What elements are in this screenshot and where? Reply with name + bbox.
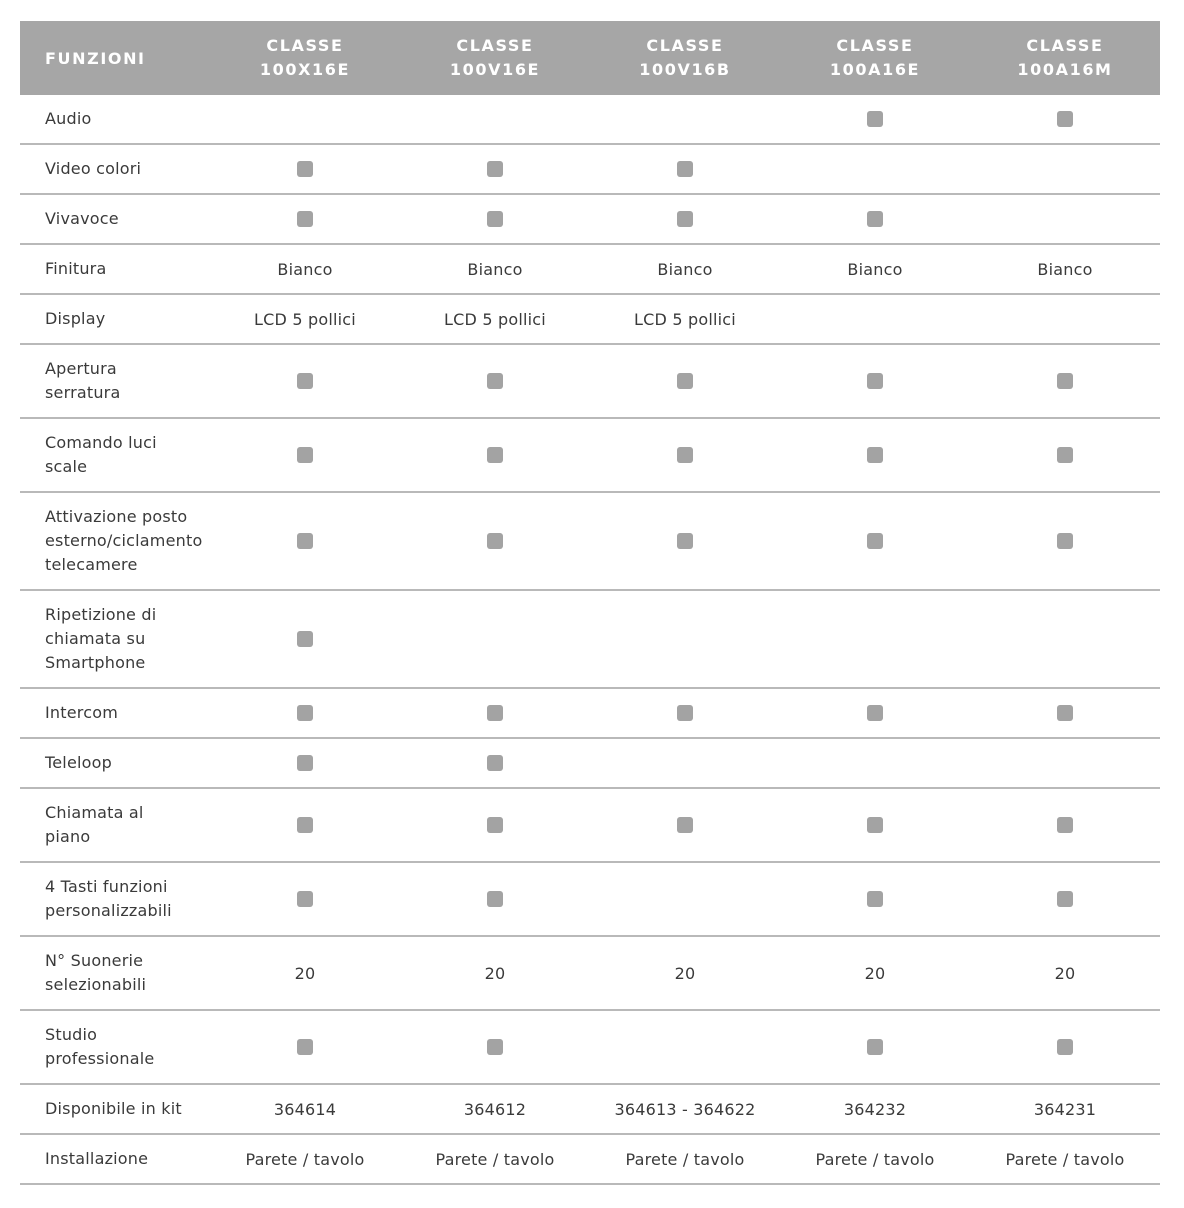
row-label-text: Comando luci scale (45, 433, 157, 476)
row-label-text: Installazione (45, 1149, 149, 1168)
table-cell (400, 145, 590, 193)
check-square-icon (297, 373, 313, 389)
table-cell (780, 1085, 970, 1133)
check-square-icon (1057, 373, 1073, 389)
table-cell (400, 345, 590, 417)
row-label-text: N° Suonerie selezionabili (45, 951, 147, 994)
table-cell (400, 937, 590, 1009)
row-label (20, 493, 210, 589)
row-label-text: Vivavoce (45, 209, 119, 228)
table-cell (590, 937, 780, 1009)
table-cell (400, 1011, 590, 1083)
table-cell (590, 419, 780, 491)
table-cell (780, 937, 970, 1009)
header-column (780, 21, 970, 95)
check-square-icon (867, 891, 883, 907)
table-cell (780, 493, 970, 589)
table-cell (590, 295, 780, 343)
table-header (20, 21, 1160, 95)
table-cell (400, 863, 590, 935)
row-label-text: Chiamata al piano (45, 803, 144, 846)
row-label (20, 95, 210, 143)
header-column (400, 21, 590, 95)
check-square-icon (297, 161, 313, 177)
check-square-icon (1057, 891, 1073, 907)
check-square-icon (297, 631, 313, 647)
table-cell (210, 863, 400, 935)
row-label (20, 145, 210, 193)
row-label-text: Video colori (45, 159, 142, 178)
check-square-icon (297, 1039, 313, 1055)
check-square-icon (297, 705, 313, 721)
table-cell (210, 591, 400, 687)
check-square-icon (867, 111, 883, 127)
check-square-icon (297, 817, 313, 833)
check-square-icon (297, 755, 313, 771)
table-cell (210, 1085, 400, 1133)
table-cell (590, 145, 780, 193)
table-cell (210, 689, 400, 737)
cell-value: Parete / tavolo (1005, 1149, 1125, 1169)
table-cell (400, 245, 590, 293)
table-cell (400, 1085, 590, 1133)
table-cell-empty (970, 145, 1160, 193)
table-cell (970, 689, 1160, 737)
table-cell (590, 1085, 780, 1133)
table-cell (210, 245, 400, 293)
table-cell-empty (590, 1011, 780, 1083)
cell-value: LCD 5 pollici (634, 309, 736, 329)
check-square-icon (1057, 533, 1073, 549)
table-row (20, 863, 1160, 937)
table-cell (210, 789, 400, 861)
table-cell (970, 95, 1160, 143)
check-square-icon (487, 161, 503, 177)
cell-value: Bianco (1037, 259, 1093, 279)
check-square-icon (487, 447, 503, 463)
cell-value: 20 (294, 963, 316, 983)
table-row (20, 789, 1160, 863)
header-column-model: 100V16E (449, 60, 541, 79)
table-row (20, 95, 1160, 145)
table-row (20, 345, 1160, 419)
table-cell-empty (970, 195, 1160, 243)
table-cell (780, 245, 970, 293)
table-row (20, 937, 1160, 1011)
check-square-icon (487, 1039, 503, 1055)
table-cell (780, 419, 970, 491)
table-cell (210, 1011, 400, 1083)
cell-value: Parete / tavolo (435, 1149, 555, 1169)
table-cell-empty (210, 95, 400, 143)
table-cell (780, 95, 970, 143)
table-cell (780, 689, 970, 737)
table-body (20, 95, 1160, 1185)
table-cell-empty (590, 863, 780, 935)
table-cell (590, 493, 780, 589)
table-row (20, 1135, 1160, 1185)
table-cell-empty (970, 295, 1160, 343)
table-cell (970, 1011, 1160, 1083)
table-cell-empty (590, 95, 780, 143)
table-cell (400, 295, 590, 343)
table-cell (400, 419, 590, 491)
table-cell (590, 689, 780, 737)
check-square-icon (1057, 817, 1073, 833)
row-label-text: Finitura (45, 259, 107, 278)
table-row (20, 419, 1160, 493)
check-square-icon (677, 817, 693, 833)
table-cell (780, 195, 970, 243)
header-column-model: 100A16E (829, 60, 921, 79)
row-label (20, 295, 210, 343)
row-label (20, 345, 210, 417)
table-row (20, 145, 1160, 195)
table-cell-empty (590, 739, 780, 787)
check-square-icon (867, 1039, 883, 1055)
comparison-table (20, 21, 1160, 1185)
check-square-icon (487, 817, 503, 833)
row-label-text: Attivazione posto esterno/ciclamento telecamere (45, 507, 203, 574)
check-square-icon (487, 373, 503, 389)
table-cell (210, 493, 400, 589)
check-square-icon (867, 373, 883, 389)
row-label (20, 419, 210, 491)
header-column-model: 100X16E (259, 60, 351, 79)
check-square-icon (297, 533, 313, 549)
table-cell (400, 195, 590, 243)
table-cell (970, 345, 1160, 417)
row-label (20, 195, 210, 243)
row-label-text: Audio (45, 109, 92, 128)
table-cell (970, 863, 1160, 935)
header-column-line1: CLASSE (1026, 36, 1104, 55)
table-cell-empty (780, 145, 970, 193)
cell-value: Parete / tavolo (245, 1149, 365, 1169)
row-label (20, 863, 210, 935)
row-label-text: 4 Tasti funzioni personalizzabili (45, 877, 172, 920)
table-cell (970, 1135, 1160, 1183)
check-square-icon (1057, 705, 1073, 721)
table-cell-empty (780, 739, 970, 787)
table-cell (210, 195, 400, 243)
table-cell (780, 1011, 970, 1083)
row-label (20, 739, 210, 787)
header-column (590, 21, 780, 95)
table-cell (970, 493, 1160, 589)
row-label (20, 1011, 210, 1083)
table-cell (780, 863, 970, 935)
table-cell (400, 689, 590, 737)
table-row (20, 493, 1160, 591)
cell-value: Bianco (657, 259, 713, 279)
check-square-icon (677, 705, 693, 721)
table-row (20, 689, 1160, 739)
cell-value: Parete / tavolo (815, 1149, 935, 1169)
check-square-icon (487, 211, 503, 227)
row-label (20, 937, 210, 1009)
header-column (970, 21, 1160, 95)
table-cell-empty (780, 591, 970, 687)
table-cell-empty (780, 295, 970, 343)
row-label-text: Studio professionale (45, 1025, 155, 1068)
table-cell (590, 789, 780, 861)
cell-value: 364231 (1033, 1099, 1097, 1119)
check-square-icon (677, 373, 693, 389)
table-cell (400, 789, 590, 861)
table-cell (780, 789, 970, 861)
row-label (20, 689, 210, 737)
table-cell (210, 937, 400, 1009)
row-label (20, 1135, 210, 1183)
cell-value: 364612 (463, 1099, 527, 1119)
table-row (20, 739, 1160, 789)
cell-value: Bianco (467, 259, 523, 279)
row-label-text: Intercom (45, 703, 118, 722)
check-square-icon (297, 447, 313, 463)
check-square-icon (487, 755, 503, 771)
table-cell-empty (970, 591, 1160, 687)
check-square-icon (297, 891, 313, 907)
table-cell-empty (970, 739, 1160, 787)
table-cell (590, 245, 780, 293)
header-column-line1: CLASSE (646, 36, 724, 55)
table-row (20, 195, 1160, 245)
cell-value: Bianco (277, 259, 333, 279)
table-cell (210, 419, 400, 491)
table-row (20, 591, 1160, 689)
table-cell (210, 345, 400, 417)
table-cell (590, 1135, 780, 1183)
table-cell (400, 739, 590, 787)
table-cell-empty (400, 591, 590, 687)
check-square-icon (867, 211, 883, 227)
check-square-icon (867, 447, 883, 463)
table-cell (970, 937, 1160, 1009)
table-cell (970, 789, 1160, 861)
table-row (20, 1085, 1160, 1135)
cell-value: 20 (484, 963, 506, 983)
table-cell (210, 145, 400, 193)
cell-value: Bianco (847, 259, 903, 279)
check-square-icon (867, 705, 883, 721)
header-functions: FUNZIONI (45, 48, 146, 68)
table-cell-empty (590, 591, 780, 687)
check-square-icon (677, 533, 693, 549)
check-square-icon (1057, 447, 1073, 463)
table-cell (780, 1135, 970, 1183)
row-label-text: Ripetizione di chiamata su Smartphone (45, 605, 157, 672)
table-row (20, 295, 1160, 345)
check-square-icon (297, 211, 313, 227)
row-label-text: Display (45, 309, 106, 328)
table-cell (210, 295, 400, 343)
table-cell (970, 419, 1160, 491)
table-cell (400, 1135, 590, 1183)
table-cell (590, 195, 780, 243)
check-square-icon (677, 447, 693, 463)
header-column-line1: CLASSE (266, 36, 344, 55)
check-square-icon (487, 705, 503, 721)
check-square-icon (677, 211, 693, 227)
check-square-icon (487, 891, 503, 907)
row-label (20, 245, 210, 293)
cell-value: 364613 - 364622 (614, 1099, 756, 1119)
table-cell (780, 345, 970, 417)
table-cell (970, 1085, 1160, 1133)
cell-value: Parete / tavolo (625, 1149, 745, 1169)
row-label-text: Teleloop (45, 753, 112, 772)
header-column-model: 100A16M (1017, 60, 1113, 79)
header-column-model: 100V16B (639, 60, 731, 79)
table-cell (970, 245, 1160, 293)
check-square-icon (867, 817, 883, 833)
cell-value: LCD 5 pollici (254, 309, 356, 329)
row-label (20, 1085, 210, 1133)
cell-value: 364614 (273, 1099, 337, 1119)
check-square-icon (1057, 1039, 1073, 1055)
row-label (20, 789, 210, 861)
check-square-icon (677, 161, 693, 177)
cell-value: 20 (1054, 963, 1076, 983)
cell-value: 364232 (843, 1099, 907, 1119)
table-cell (400, 493, 590, 589)
check-square-icon (1057, 111, 1073, 127)
row-label (20, 591, 210, 687)
header-column (210, 21, 400, 95)
table-row (20, 245, 1160, 295)
table-cell (210, 739, 400, 787)
cell-value: 20 (674, 963, 696, 983)
table-row (20, 1011, 1160, 1085)
header-column-line1: CLASSE (836, 36, 914, 55)
cell-value: 20 (864, 963, 886, 983)
table-cell (210, 1135, 400, 1183)
check-square-icon (867, 533, 883, 549)
row-label-text: Apertura serratura (45, 359, 121, 402)
row-label-text: Disponibile in kit (45, 1099, 182, 1118)
table-cell-empty (400, 95, 590, 143)
table-cell (590, 345, 780, 417)
check-square-icon (487, 533, 503, 549)
header-column-line1: CLASSE (456, 36, 534, 55)
cell-value: LCD 5 pollici (444, 309, 546, 329)
